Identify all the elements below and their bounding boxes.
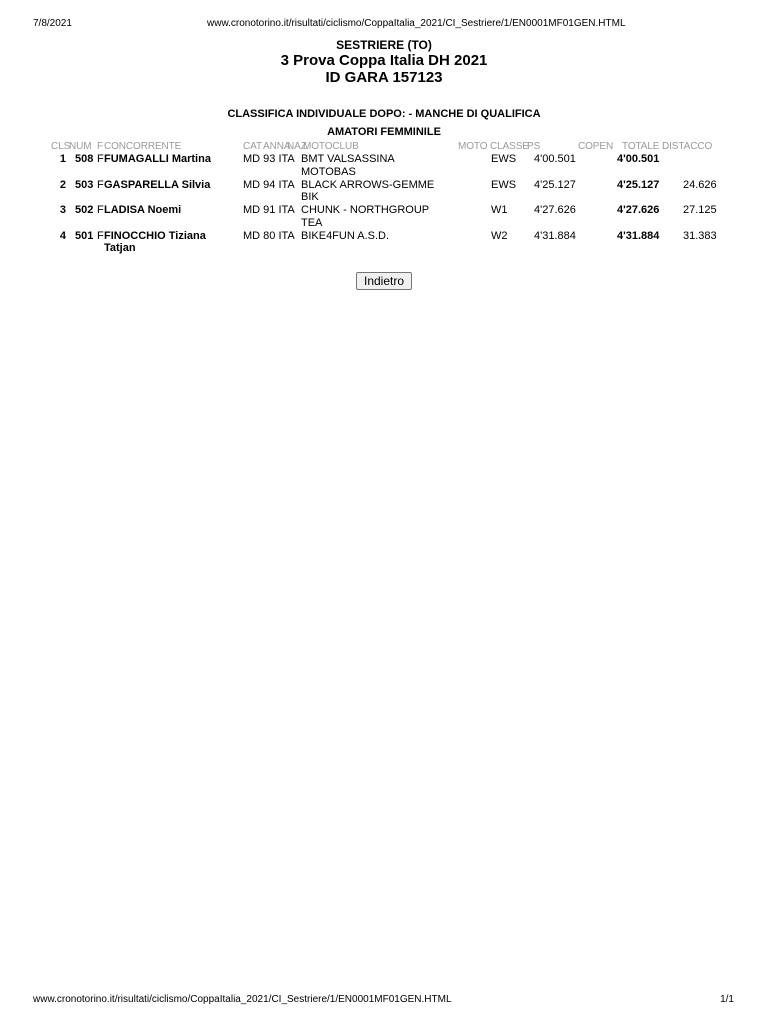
print-url: www.cronotorino.it/risultati/ciclismo/CoppaItalia_2021/CI_Sestriere/1/EN0001MF01GEN.HTML [207, 18, 626, 29]
back-button-container [0, 272, 768, 290]
cell-category: MD 93 ITA [243, 153, 295, 165]
event-place: SESTRIERE (TO) [336, 38, 432, 52]
cell-position: 1 [59, 153, 66, 165]
table-row [0, 179, 768, 205]
cell-ps-time: 4'31.884 [534, 229, 576, 242]
cell-ps-time: 4'25.127 [534, 178, 576, 191]
col-header-naz: NAZ [287, 141, 307, 152]
col-header-distacco: DISTACCO [662, 141, 713, 152]
cell-category: MD 91 ITA [243, 204, 295, 216]
cell-moto: W2 [491, 229, 508, 242]
print-date: 7/8/2021 [33, 18, 72, 29]
col-header-totale: TOTALE [622, 141, 660, 152]
classification-title: CLASSIFICA INDIVIDUALE DOPO: - MANCHE DI QUALIFICA [227, 108, 541, 120]
cell-total-time: 4'25.127 [617, 178, 660, 191]
cell-competitor: GASPARELLA Silvia [104, 178, 211, 191]
cell-category: MD 94 ITA [243, 178, 295, 191]
category-title: AMATORI FEMMINILE [327, 126, 441, 138]
cell-competitor: LADISA Noemi [104, 204, 182, 216]
cell-number: 502 [75, 204, 94, 216]
event-race-id: ID GARA 157123 [325, 69, 443, 86]
event-title: 3 Prova Coppa Italia DH 2021 [280, 52, 488, 69]
back-button[interactable]: Indietro [356, 272, 412, 290]
table-row [0, 230, 768, 256]
footer-url: www.cronotorino.it/risultati/ciclismo/CoppaItalia_2021/CI_Sestriere/1/EN0001MF01GEN.HTML [33, 994, 452, 1005]
cell-competitor: FINOCCHIO Tiziana Tatjan [104, 229, 206, 254]
col-header-copen: COPEN [578, 141, 614, 152]
cell-club: BIKE4FUN A.S.D. [301, 229, 390, 242]
col-header-cls: CLS [51, 141, 71, 152]
page-number: 1/1 [720, 994, 734, 1005]
cell-competitor: FUMAGALLI Martina [104, 153, 211, 165]
cell-ps-time: 4'00.501 [534, 153, 576, 165]
cell-total-time: 4'27.626 [617, 204, 660, 216]
cell-number: 503 [75, 178, 94, 191]
cell-gap: 24.626 [683, 178, 717, 191]
cell-total-time: 4'00.501 [617, 153, 660, 165]
col-header-motoclub: MOTOCLUB [303, 141, 359, 152]
cell-number: 508 [75, 153, 94, 165]
cell-ps-time: 4'27.626 [534, 204, 576, 216]
col-header-moto: MOTO [458, 141, 488, 152]
cell-club: BLACK ARROWS-GEMME BIK [301, 178, 435, 203]
col-header-f: F [97, 141, 104, 152]
col-header-num: NUM [69, 141, 92, 152]
cell-number: 501 [75, 229, 94, 242]
cell-moto: EWS [491, 178, 517, 191]
cell-gap: 31.383 [683, 229, 717, 242]
col-header-ps: PS [527, 141, 541, 152]
event-header [0, 38, 768, 86]
cell-club: CHUNK - NORTHGROUP TEA [301, 204, 429, 229]
col-header-concorrente: CONCORRENTE [104, 141, 182, 152]
cell-position: 2 [59, 178, 66, 191]
col-header-cat: CAT [243, 141, 262, 152]
cell-gap: 27.125 [683, 204, 717, 216]
results-table [0, 153, 768, 255]
cell-club: BMT VALSASSINA MOTOBAS [301, 153, 395, 178]
table-row [0, 153, 768, 179]
col-header-classe: CLASSE [490, 141, 529, 152]
cell-position: 3 [59, 204, 66, 216]
table-row [0, 204, 768, 230]
col-header-anna: ANNA [263, 141, 291, 152]
cell-position: 4 [59, 229, 66, 242]
cell-sex: F [97, 178, 104, 191]
cell-total-time: 4'31.884 [617, 229, 660, 242]
cell-moto: EWS [491, 153, 517, 165]
cell-category: MD 80 ITA [243, 229, 295, 242]
cell-sex: F [97, 153, 104, 165]
cell-sex: F [97, 204, 104, 216]
cell-moto: W1 [491, 204, 508, 216]
cell-sex: F [97, 229, 104, 242]
